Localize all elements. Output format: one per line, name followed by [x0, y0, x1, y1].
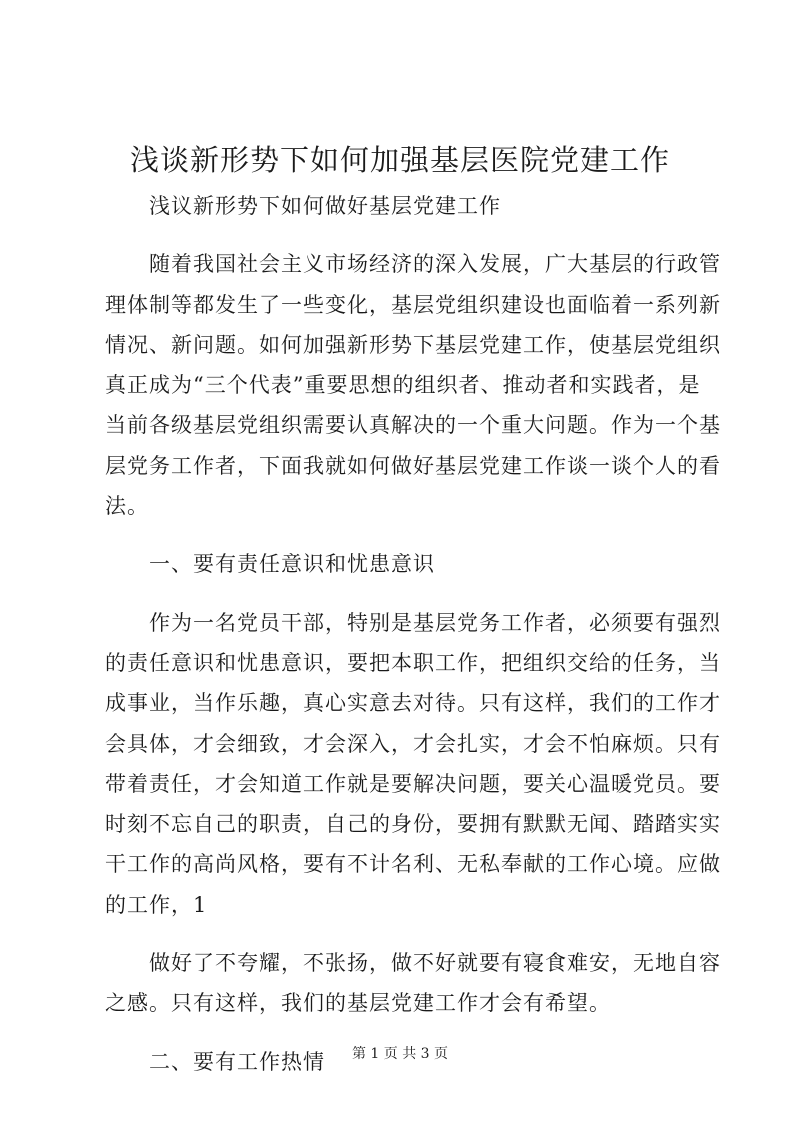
paragraph-3 [105, 943, 721, 1024]
paragraph-line: 理体制等都发生了一些变化，基层党组织建设也面临着一系列新 [105, 292, 721, 317]
paragraph-line: 成事业，当作乐趣，真心实意去对待。只有这样，我们的工作才 [105, 691, 721, 716]
paragraph-line: 时刻不忘自己的职责，自己的身份，要拥有默默无闻、踏踏实实 [105, 812, 721, 837]
section-heading-2: 二、要有工作热情 [149, 1049, 325, 1074]
page-footer: 第 1 页 共 3 页 [351, 1046, 449, 1062]
paragraph-line: 做好了不夸耀，不张扬，做不好就要有寝食难安，无地自容 [149, 951, 721, 976]
paragraph-line: 情况、新问题。如何加强新形势下基层党建工作，使基层党组织 [105, 332, 721, 357]
paragraph-2 [105, 603, 721, 925]
paragraph-line: 会具体，才会细致，才会深入，才会扎实，才会不怕麻烦。只有 [105, 731, 721, 756]
paragraph-line: 带着责任，才会知道工作就是要解决问题，要关心温暖党员。要 [105, 771, 721, 796]
paragraph-line: 之感。只有这样，我们的基层党建工作才会有希望。 [105, 991, 611, 1016]
paragraph-line: 真正成为“三个代表”重要思想的组织者、推动者和实践者，是 [105, 373, 701, 398]
paragraph-line: 的工作，1 [105, 892, 208, 917]
paragraph-1 [105, 244, 721, 526]
paragraph-line: 干工作的高尚风格，要有不计名利、无私奉献的工作心境。应做 [105, 852, 721, 877]
paragraph-line: 的责任意识和忧患意识，要把本职工作，把组织交给的任务，当 [105, 650, 721, 675]
document-subtitle: 浅议新形势下如何做好基层党建工作 [149, 194, 501, 218]
paragraph-line: 法。 [105, 494, 149, 519]
document-body [105, 186, 721, 1082]
paragraph-line: 作为一名党员干部，特别是基层党务工作者，必须要有强烈 [149, 610, 721, 635]
document-title: 浅谈新形势下如何加强基层医院党建工作 [129, 143, 670, 177]
section-heading-1: 一、要有责任意识和忧患意识 [149, 552, 435, 577]
paragraph-line: 当前各级基层党组织需要认真解决的一个重大问题。作为一个基 [105, 413, 721, 438]
paragraph-line: 随着我国社会主义市场经济的深入发展，广大基层的行政管 [149, 252, 721, 277]
paragraph-line: 层党务工作者，下面我就如何做好基层党建工作谈一谈个人的看 [105, 453, 721, 478]
